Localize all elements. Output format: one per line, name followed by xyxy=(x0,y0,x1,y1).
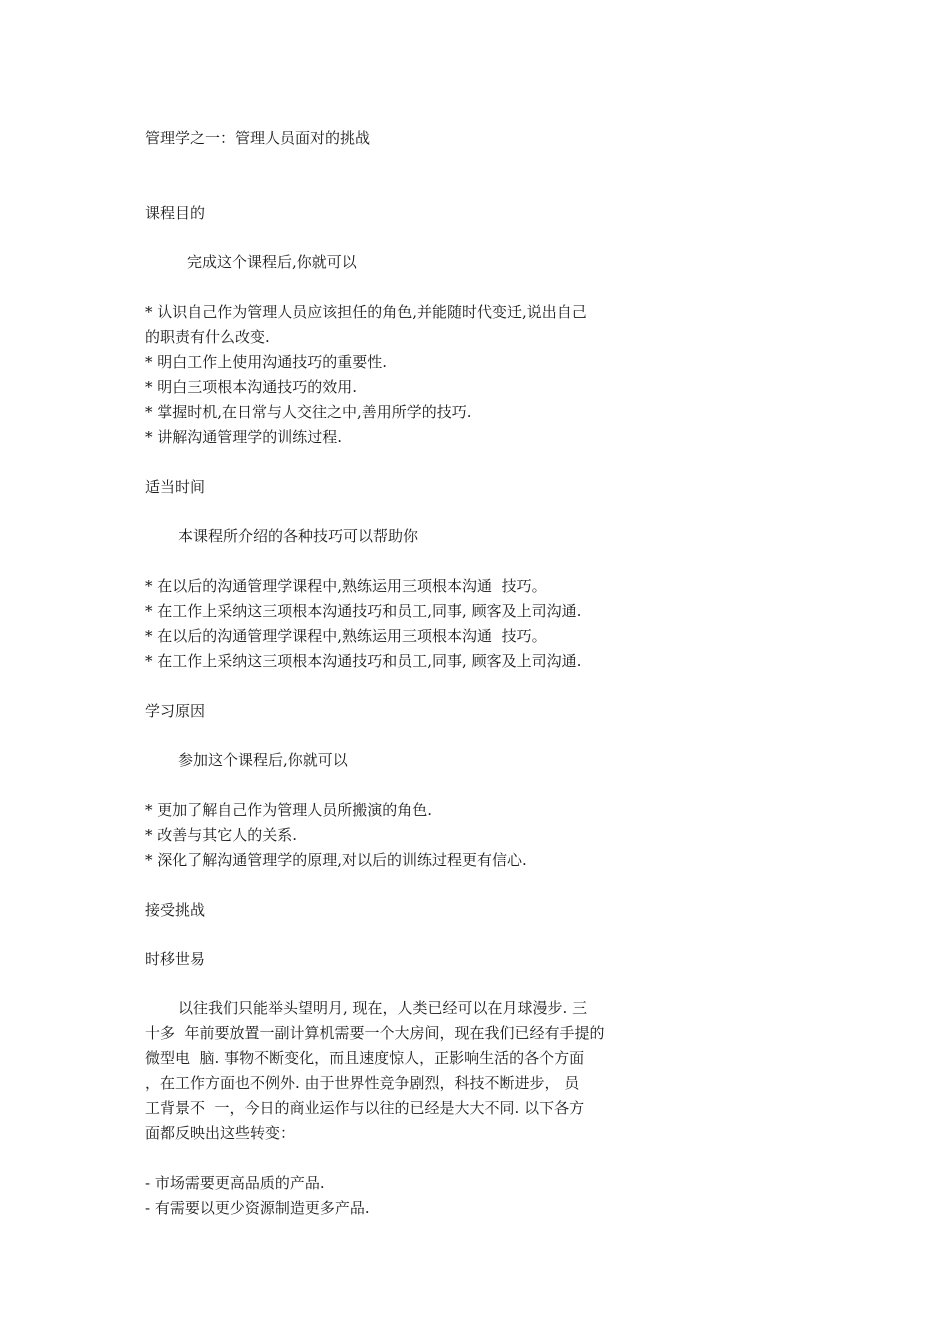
objective-heading: 课程目的 xyxy=(145,204,206,222)
timing-bullet: * 在工作上采纳这三项根本沟通技巧和员工,同事, 顾客及上司沟通. xyxy=(145,652,582,670)
timing-bullet: * 在以后的沟通管理学课程中,熟练运用三项根本沟通 技巧。 xyxy=(145,577,547,595)
challenge-heading: 接受挑战 xyxy=(145,901,206,919)
timing-heading: 适当时间 xyxy=(145,478,206,496)
challenge-paragraph-line: ，在工作方面也不例外. 由于世界性竞争剧烈，科技不断进步， 员 xyxy=(145,1074,580,1092)
challenge-paragraph-line: 面都反映出这些转变： xyxy=(145,1124,296,1142)
objective-bullet: * 明白三项根本沟通技巧的效用. xyxy=(145,378,358,396)
challenge-paragraph-line: 工背景不 一，今日的商业运作与以往的已经是大大不同. 以下各方 xyxy=(145,1099,585,1117)
objective-bullet: * 讲解沟通管理学的训练过程. xyxy=(145,428,343,446)
challenge-bullet: - 有需要以更少资源制造更多产品. xyxy=(145,1199,370,1217)
challenge-paragraph-line: 微型电 脑. 事物不断变化，而且速度惊人，正影响生活的各个方面 xyxy=(145,1049,585,1067)
challenge-paragraph-line: 以往我们只能举头望明月, 现在，人类已经可以在月球漫步. 三 xyxy=(178,999,588,1017)
reasons-intro: 参加这个课程后,你就可以 xyxy=(178,751,348,769)
reasons-bullet: * 改善与其它人的关系. xyxy=(145,826,298,844)
timing-bullet: * 在以后的沟通管理学课程中,熟练运用三项根本沟通 技巧。 xyxy=(145,627,547,645)
timing-bullet: * 在工作上采纳这三项根本沟通技巧和员工,同事, 顾客及上司沟通. xyxy=(145,602,582,620)
timing-intro: 本课程所介绍的各种技巧可以帮助你 xyxy=(178,527,419,545)
reasons-bullet: * 更加了解自己作为管理人员所搬演的角色. xyxy=(145,801,433,819)
challenge-paragraph-line: 十多 年前要放置一副计算机需要一个大房间，现在我们已经有手提的 xyxy=(145,1024,605,1042)
objective-bullet: * 认识自己作为管理人员应该担任的角色,并能随时代变迁,说出自己 xyxy=(145,303,587,321)
objective-bullet: * 掌握时机,在日常与人交往之中,善用所学的技巧. xyxy=(145,403,472,421)
challenge-bullet: - 市场需要更高品质的产品. xyxy=(145,1174,325,1192)
document-title: 管理学之一：管理人员面对的挑战 xyxy=(145,129,371,147)
reasons-heading: 学习原因 xyxy=(145,702,206,720)
objective-intro: 完成这个课程后,你就可以 xyxy=(187,253,357,271)
objective-bullet: * 明白工作上使用沟通技巧的重要性. xyxy=(145,353,388,371)
challenge-subheading: 时移世易 xyxy=(145,950,206,968)
objective-bullet: 的职责有什么改变. xyxy=(145,328,270,346)
reasons-bullet: * 深化了解沟通管理学的原理,对以后的训练过程更有信心. xyxy=(145,851,527,869)
